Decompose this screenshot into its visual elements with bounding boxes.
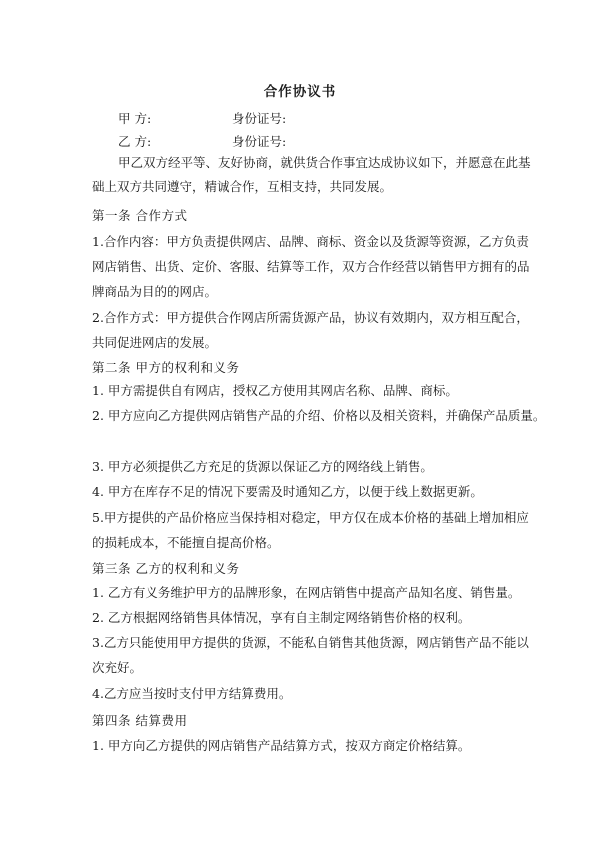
paragraph-line: 1.合作内容：甲方负责提供网店、品牌、商标、资金以及货源等资源，乙方负责 — [92, 234, 529, 249]
document-title: 合作协议书 — [263, 84, 337, 100]
party-a-label: 甲 方: — [118, 111, 152, 126]
party-a-id-label: 身份证号: — [232, 111, 287, 126]
intro-line: 甲乙双方经平等、友好协商，就供货合作事宜达成协议如下，并愿意在此基 — [118, 155, 531, 170]
paragraph-line: 3.乙方只能使用甲方提供的货源，不能私自销售其他货源，网店销售产品不能以 — [92, 635, 529, 650]
section-heading: 第二条 甲方的权利和义务 — [92, 360, 240, 375]
paragraph-line: 2. 乙方根据网络销售具体情况，享有自主制定网络销售价格的权利。 — [92, 610, 471, 625]
party-b-label: 乙 方: — [118, 134, 152, 149]
paragraph-line: 3. 甲方必须提供乙方充足的货源以保证乙方的网络线上销售。 — [92, 459, 433, 474]
section-heading: 第四条 结算费用 — [92, 713, 188, 728]
paragraph-line: 1. 乙方有义务维护甲方的品牌形象，在网店销售中提高产品知名度、销售量。 — [92, 585, 521, 600]
paragraph-line: 4. 甲方在库存不足的情况下要需及时通知乙方，以便于线上数据更新。 — [92, 484, 483, 499]
paragraph-line: 共同促进网店的发展。 — [92, 335, 218, 350]
paragraph-line: 次充好。 — [92, 660, 143, 675]
paragraph-line: 2.合作方式：甲方提供合作网店所需货源产品，协议有效期内，双方相互配合， — [92, 310, 529, 325]
paragraph-line: 1. 甲方向乙方提供的网店销售产品结算方式，按双方商定价格结算。 — [92, 738, 471, 753]
paragraph-line: 的损耗成本，不能擅自提高价格。 — [92, 535, 280, 550]
paragraph-line: 2. 甲方应向乙方提供网店销售产品的介绍、价格以及相关资料，并确保产品质量。 — [92, 408, 546, 423]
paragraph-line: 5.甲方提供的产品价格应当保持相对稳定，甲方仅在成本价格的基础上增加相应 — [92, 510, 529, 525]
section-heading: 第三条 乙方的权利和义务 — [92, 561, 240, 576]
intro-line: 础上双方共同遵守，精诚合作，互相支持，共同发展。 — [92, 179, 393, 194]
paragraph-line: 1. 甲方需提供自有网店，授权乙方使用其网店名称、品牌、商标。 — [92, 383, 458, 398]
paragraph-line: 网店销售、出货、定价、客服、结算等工作，双方合作经营以销售甲方拥有的品 — [92, 259, 530, 274]
party-b-id-label: 身份证号: — [232, 134, 287, 149]
paragraph-line: 4.乙方应当按时支付甲方结算费用。 — [92, 686, 292, 701]
section-heading: 第一条 合作方式 — [92, 208, 188, 223]
paragraph-line: 牌商品为目的的网店。 — [92, 284, 218, 299]
